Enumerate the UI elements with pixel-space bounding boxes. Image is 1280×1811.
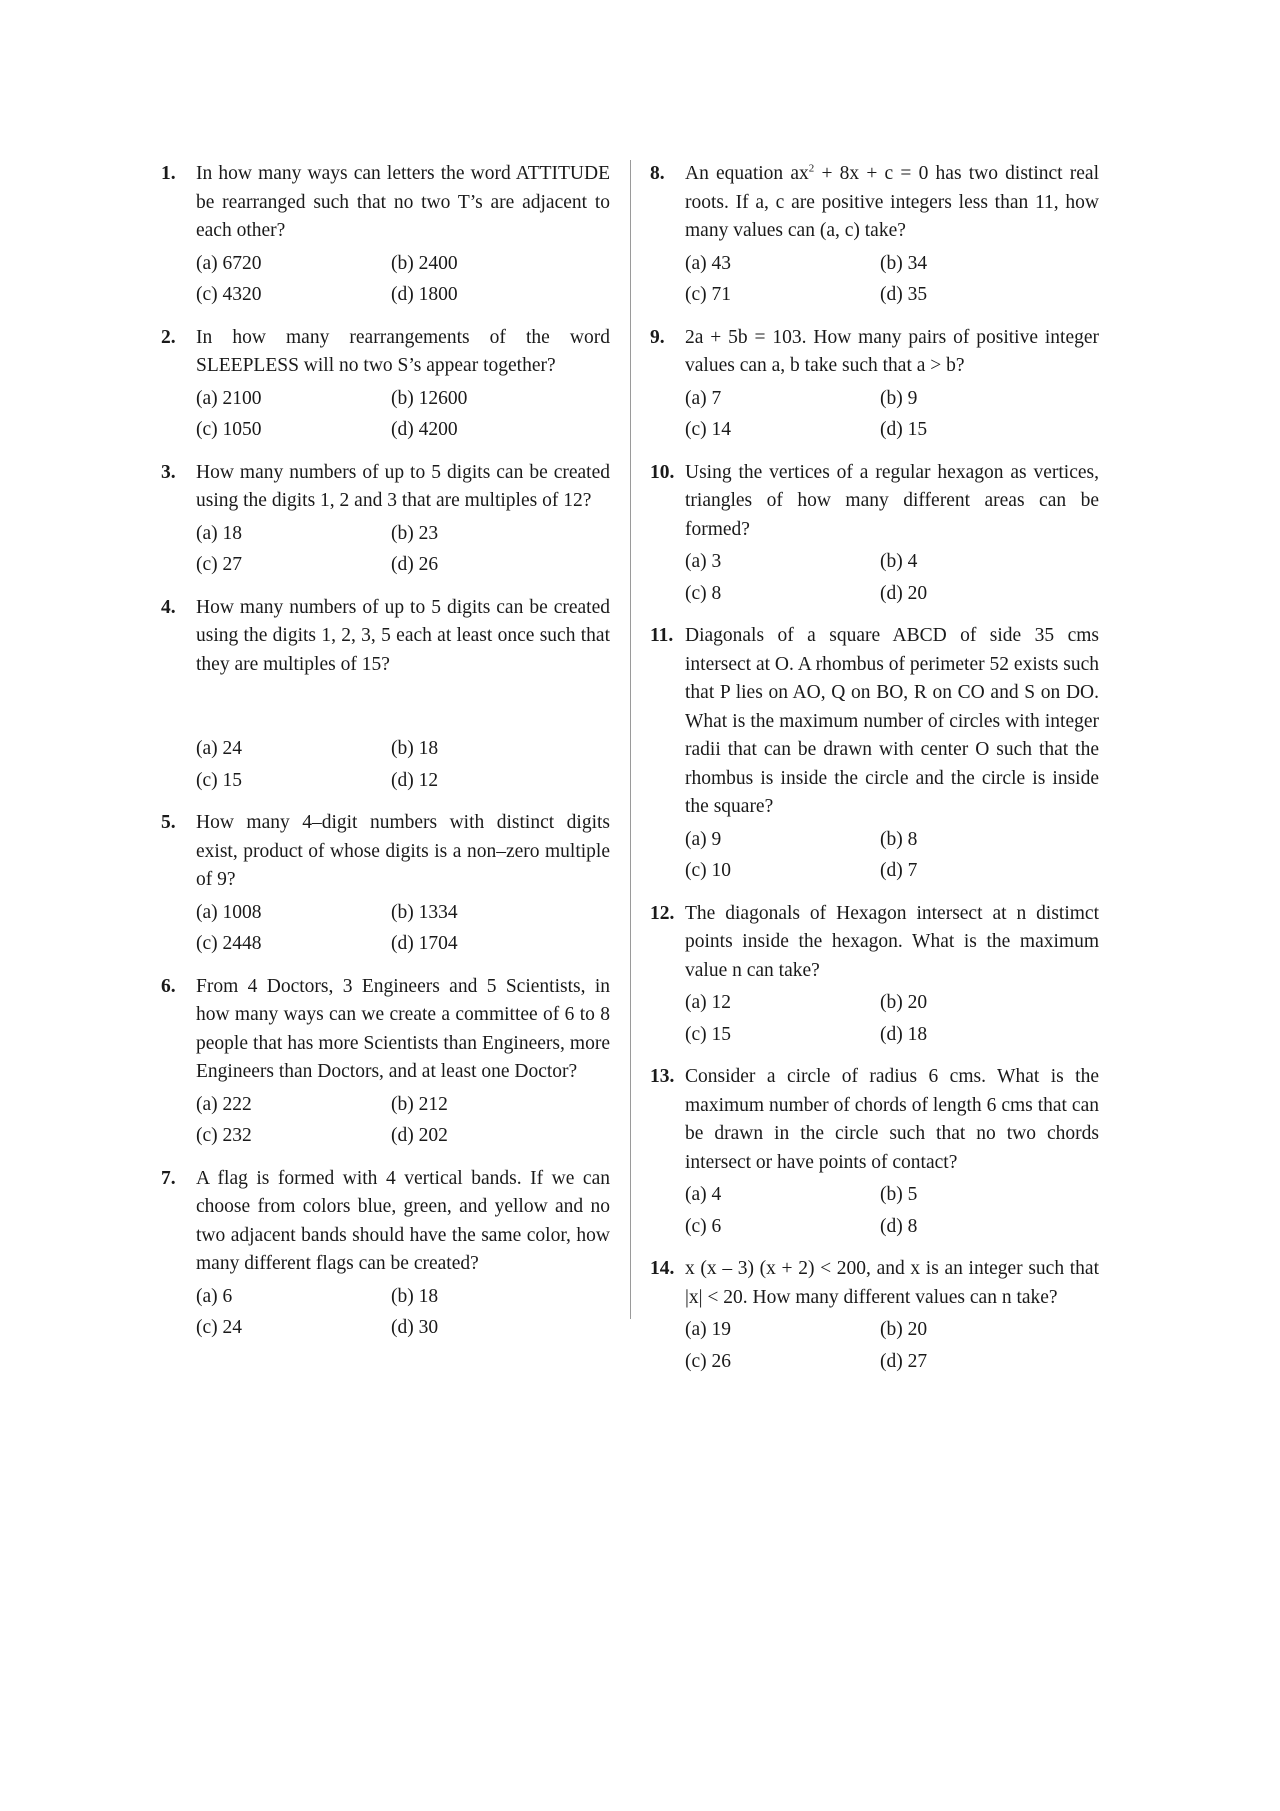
option-b: (b) 8 <box>880 828 918 850</box>
question-text: 2a + 5b = 103. How many pairs of positive integer values can a, b take such that a > b? <box>685 326 1099 376</box>
option-a: (a) 7 <box>685 387 722 409</box>
option-c: (c) 4320 <box>196 284 262 305</box>
question-number: 12. <box>650 902 675 924</box>
question-2 <box>161 324 610 445</box>
question-text: The diagonals of Hexagon intersect at n distimct points inside the hexagon. What is the maximum value n can take? <box>685 902 1099 981</box>
option-d: (d) 7 <box>880 860 918 881</box>
question-number: 2. <box>161 326 176 348</box>
option-a: (a) 4 <box>685 1184 722 1205</box>
option-b: (b) 2400 <box>391 252 458 274</box>
question-12 <box>650 900 1099 1050</box>
option-c: (c) 15 <box>685 1023 732 1045</box>
question-5 <box>161 809 610 959</box>
option-d: (d) 27 <box>880 1350 928 1372</box>
option-b: (b) 12600 <box>391 387 468 409</box>
answer-options <box>685 385 1099 445</box>
option-a: (a) 222 <box>196 1093 252 1115</box>
option-b: (b) 4 <box>880 551 918 572</box>
working-space <box>196 679 610 731</box>
question-text: Using the vertices of a regular hexagon as vertices, triangles of how many different areas can be formed? <box>685 461 1099 540</box>
answer-options <box>685 989 1099 1049</box>
option-a: (a) 9 <box>685 828 722 850</box>
question-text-start: An equation ax <box>685 163 809 184</box>
answer-options <box>196 385 610 445</box>
option-c: (c) 27 <box>196 554 243 575</box>
question-number: 8. <box>650 163 665 184</box>
question-text: x (x – 3) (x + 2) < 200, and x is an integer such that |x| < 20. How many different values can n take? <box>685 1258 1099 1308</box>
question-number: 7. <box>161 1167 176 1189</box>
option-d: (d) 18 <box>880 1023 928 1045</box>
question-text: In how many ways can letters the word ATTITUDE be rearranged such that no two T’s are adjacent to each other? <box>196 163 610 241</box>
option-b: (b) 5 <box>880 1184 918 1205</box>
option-c: (c) 1050 <box>196 419 262 440</box>
answer-options <box>196 520 610 580</box>
option-a: (a) 6 <box>196 1285 233 1307</box>
answer-options <box>685 548 1099 608</box>
question-4 <box>161 594 610 796</box>
option-d: (d) 35 <box>880 284 928 305</box>
column-divider <box>630 160 631 1319</box>
question-text: Diagonals of a square ABCD of side 35 cms intersect at O. A rhombus of perimeter 52 exists such that P lies on AO, Q on BO, R on CO and S on DO. What is the maximum number of circles with integer radii that can be drawn with center O such that the rhombus is inside the circle and the circle is inside the square? <box>685 625 1099 817</box>
option-c: (c) 8 <box>685 582 722 604</box>
question-1 <box>161 160 610 310</box>
option-a: (a) 3 <box>685 551 722 572</box>
question-11 <box>650 622 1099 886</box>
option-b: (b) 18 <box>391 738 439 759</box>
option-d: (d) 1800 <box>391 284 458 305</box>
question-text: How many 4–digit numbers with distinct digits exist, product of whose digits is a non–zero multiple of 9? <box>196 812 610 890</box>
answer-options <box>196 250 610 310</box>
option-a: (a) 24 <box>196 738 243 759</box>
option-d: (d) 202 <box>391 1125 448 1146</box>
option-c: (c) 232 <box>196 1125 252 1146</box>
option-c: (c) 10 <box>685 860 732 881</box>
question-text: How many numbers of up to 5 digits can be created using the digits 1, 2 and 3 that are multiples of 12? <box>196 461 610 511</box>
option-c: (c) 2448 <box>196 933 262 954</box>
question-number: 1. <box>161 163 176 184</box>
option-a: (a) 43 <box>685 252 732 274</box>
option-c: (c) 14 <box>685 419 732 440</box>
question-text: How many numbers of up to 5 digits can be created using the digits 1, 2, 3, 5 each at least once such that they are multiples of 15? <box>196 596 610 675</box>
question-7 <box>161 1165 610 1343</box>
option-c: (c) 6 <box>685 1215 722 1237</box>
option-b: (b) 1334 <box>391 901 458 923</box>
option-b: (b) 18 <box>391 1285 439 1307</box>
option-b: (b) 34 <box>880 252 928 274</box>
option-d: (d) 4200 <box>391 419 458 440</box>
option-c: (c) 24 <box>196 1317 243 1338</box>
option-b: (b) 212 <box>391 1093 448 1115</box>
option-c: (c) 71 <box>685 284 732 305</box>
answer-options <box>196 899 610 959</box>
question-text: In how many rearrangements of the word SLEEPLESS will no two S’s appear together? <box>196 326 610 376</box>
question-number: 13. <box>650 1066 675 1087</box>
question-number: 14. <box>650 1258 675 1279</box>
option-a: (a) 12 <box>685 992 732 1013</box>
answer-options <box>196 1091 610 1151</box>
option-c: (c) 26 <box>685 1350 732 1372</box>
question-6 <box>161 973 610 1151</box>
left-column <box>161 160 610 1357</box>
question-number: 10. <box>650 461 675 483</box>
question-text-end: + 8x + c = 0 has two distinct real roots. If a, c are positive integers less than 11, how many values can (a, c) take? <box>685 163 1099 241</box>
question-text: From 4 Doctors, 3 Engineers and 5 Scientists, in how many ways can we create a committee of 6 to 8 people that has more Scientists than Engineers, more Engineers than Doctors, and at least one Doctor? <box>196 975 610 1082</box>
question-3 <box>161 459 610 580</box>
question-text <box>685 160 1099 246</box>
answer-options <box>685 1316 1099 1376</box>
option-a: (a) 1008 <box>196 901 262 923</box>
option-c: (c) 15 <box>196 769 243 791</box>
question-8 <box>650 160 1099 310</box>
question-number: 11. <box>650 625 674 646</box>
option-d: (d) 30 <box>391 1317 439 1338</box>
question-10 <box>650 459 1099 609</box>
question-text: Consider a circle of radius 6 cms. What is the maximum number of chords of length 6 cms that can be drawn in the circle such that no two chords intersect or have points of contact? <box>685 1066 1099 1173</box>
answer-options <box>196 735 610 795</box>
question-9 <box>650 324 1099 445</box>
option-b: (b) 20 <box>880 992 928 1013</box>
question-number: 3. <box>161 461 176 483</box>
option-d: (d) 20 <box>880 582 928 604</box>
answer-options <box>685 826 1099 886</box>
option-a: (a) 2100 <box>196 387 262 409</box>
option-d: (d) 12 <box>391 769 439 791</box>
option-b: (b) 23 <box>391 522 439 544</box>
option-a: (a) 18 <box>196 522 243 544</box>
option-d: (d) 1704 <box>391 933 458 954</box>
option-b: (b) 20 <box>880 1319 928 1340</box>
question-number: 6. <box>161 975 176 997</box>
question-number: 9. <box>650 326 665 348</box>
question-13 <box>650 1063 1099 1241</box>
answer-options <box>685 1181 1099 1241</box>
option-b: (b) 9 <box>880 387 918 409</box>
question-number: 4. <box>161 596 176 618</box>
question-14 <box>650 1255 1099 1376</box>
question-number: 5. <box>161 812 176 833</box>
option-a: (a) 6720 <box>196 252 262 274</box>
option-a: (a) 19 <box>685 1319 732 1340</box>
question-text: A flag is formed with 4 vertical bands. If we can choose from colors blue, green, and yellow and no two adjacent bands should have the same color, how many different flags can be created? <box>196 1167 610 1274</box>
answer-options <box>685 250 1099 310</box>
exponent: 2 <box>808 162 815 175</box>
answer-options <box>196 1283 610 1343</box>
right-column <box>650 160 1099 1390</box>
option-d: (d) 8 <box>880 1215 918 1237</box>
option-d: (d) 26 <box>391 554 439 575</box>
option-d: (d) 15 <box>880 419 928 440</box>
